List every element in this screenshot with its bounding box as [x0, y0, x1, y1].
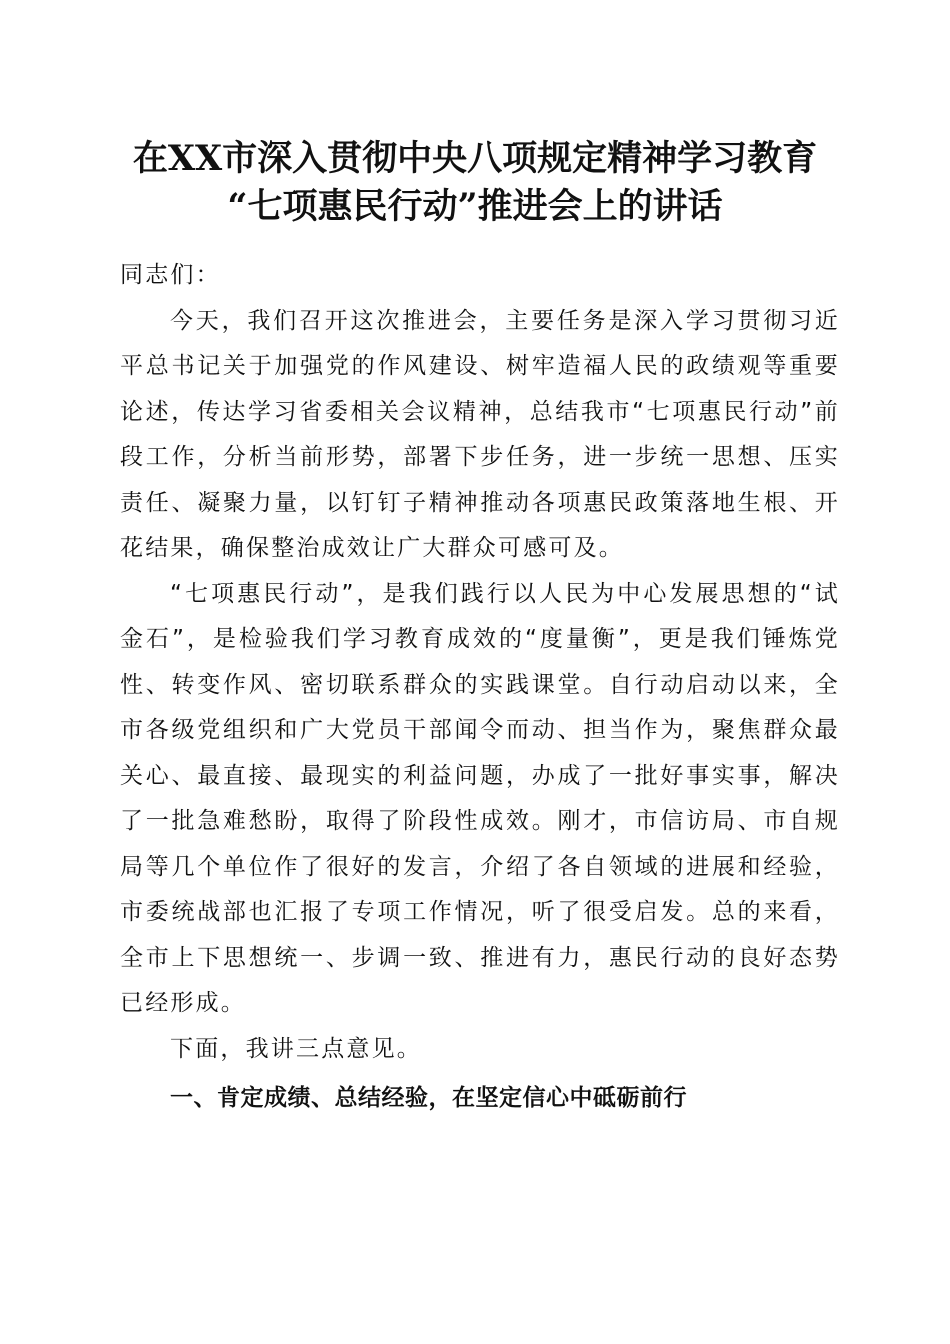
document-body: [120, 253, 840, 1122]
paragraph-3: 下面，我讲三点意见。: [170, 1035, 422, 1062]
salutation: 同志们：: [120, 262, 221, 288]
paragraph-1: 今天，我们召开这次推进会，主要任务是深入学习贯彻习近平总书记关于加强党的作风建设、树牢造福人民的政绩观等重要论述，传达学习省委相关会议精神，总结我市“七项惠民行动”前段工作，分析当前形势，部署下步任务，进一步统一思想、压实责任、凝聚力量，以钉钉子精神推动各项惠民政策落地生根、开花结果，确保整治成效让广大群众可感可及。: [120, 307, 840, 561]
document-title-line-1: 在XX市深入贯彻中央八项规定精神学习教育: [132, 138, 818, 179]
section-heading-1: 一、肯定成绩、总结经验，在坚定信心中砥砺前行: [170, 1085, 687, 1111]
document-title-line-2: “七项惠民行动”推进会上的讲话: [227, 186, 723, 227]
paragraph-2: “七项惠民行动”，是我们践行以人民为中心发展思想的“试金石”，是检验我们学习教育成效的“度量衡”，更是我们锤炼党性、转变作风、密切联系群众的实践课堂。自行动启动以来，全市各级党组织和广大党员干部闻令而动、担当作为，聚焦群众最关心、最直接、最现实的利益问题，办成了一批好事实事，解决了一批急难愁盼，取得了阶段性成效。刚才，市信访局、市自规局等几个单位作了很好的发言，介绍了各自领域的进展和经验，市委统战部也汇报了专项工作情况，听了很受启发。总的来看，全市上下思想统一、步调一致、推进有力，惠民行动的良好态势已经形成。: [120, 580, 840, 1016]
